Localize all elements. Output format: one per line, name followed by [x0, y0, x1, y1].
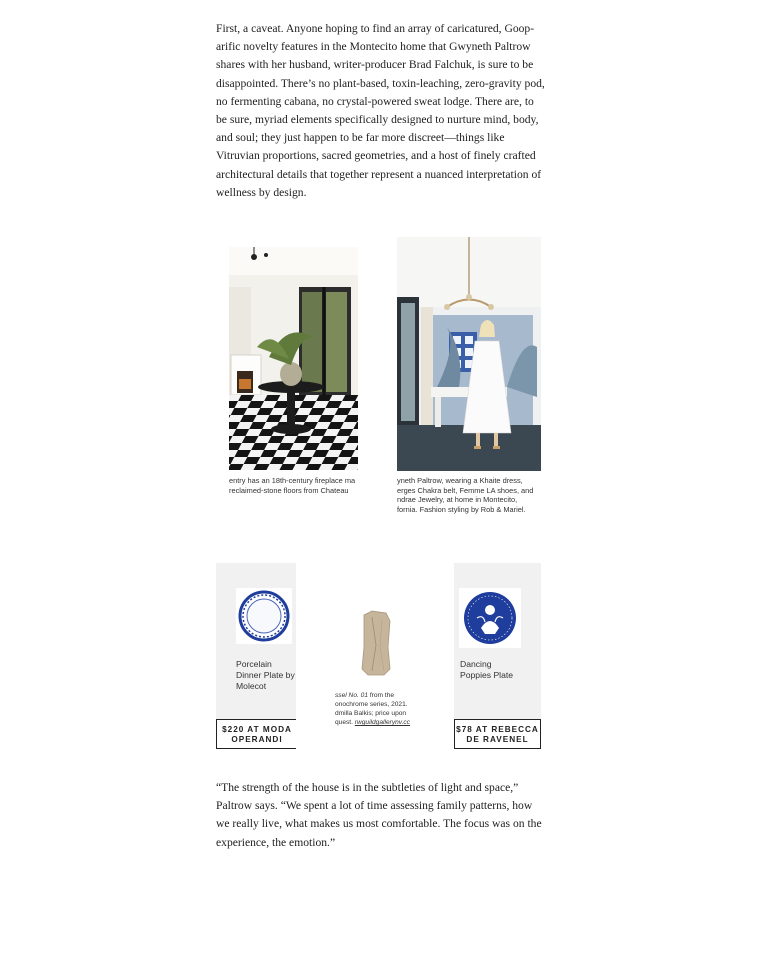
portrait-photo — [397, 237, 541, 471]
caption-line: erges Chakra belt, Femme LA shoes, and — [397, 485, 534, 495]
vase-caption-line — [335, 718, 415, 727]
caption-line: yneth Paltrow, wearing a Khaite dress, — [397, 476, 523, 485]
button-line: $78 AT REBECCA — [456, 725, 539, 734]
intro-paragraph: First, a caveat. Anyone hoping to find an array of caricatured, Goop-arific novelty features in the Montecito home that Gwyneth Paltrow shares with her husband, writer-producer Brad Falchuk, is sure to be disappointed. There’s no plant-based, toxin-leaching, zero-gravity pod, no fermenting cabana, no crystal-powered sweat lodge. There are, to be sure, myriad elements specifically designed to nurture mind, body, and soul; they just happen to be far more discreet—things like Vitruvian proportions, sacred geometries, and a host of finely crafted architectural details that together represent a nuanced interpretation of wellness by design. — [216, 22, 545, 199]
stone-vase-icon — [358, 607, 394, 679]
caption-line: entry has an 18th-century fireplace ma — [229, 476, 356, 485]
entry-photo-image — [229, 247, 358, 470]
product-label — [236, 659, 298, 692]
vase-caption-text: quest. — [335, 719, 355, 726]
buy-button-poppies-plate[interactable] — [454, 719, 541, 749]
vase-image — [358, 607, 394, 684]
vase-caption — [335, 691, 415, 727]
dining-room-portrait-image — [397, 237, 541, 471]
button-line: OPERANDI — [231, 735, 283, 744]
poppies-plate-image — [459, 588, 521, 653]
blue-rim-plate-icon — [236, 588, 292, 644]
product-card-porcelain-plate[interactable] — [216, 563, 298, 749]
product-card-poppies-plate[interactable] — [454, 563, 541, 749]
vase-title: ssel No. 01 — [335, 692, 368, 699]
gallery-link[interactable]: rwguildgallerynv.cc — [354, 719, 411, 726]
vase-caption-line: dmilla Balkis; price upon — [335, 710, 407, 717]
button-line: $220 AT MODA — [222, 725, 292, 734]
portrait-photo-caption — [397, 476, 542, 516]
entry-photo-caption — [229, 476, 359, 496]
product-label-line: Poppies Plate — [460, 670, 514, 680]
quote-paragraph: “The strength of the house is in the subtleties of light and space,” Paltrow says. “We spent a lot of time assessing family patterns, how we really live, what makes us most comfortable. The focus was on the experience, the emotion.” — [216, 781, 542, 849]
product-label-line: Dancing — [460, 659, 492, 669]
product-label-line: Molecot — [236, 681, 267, 691]
entry-photo — [229, 247, 358, 470]
product-card-vase[interactable] — [296, 563, 454, 753]
caption-line: ndrae Jewelry, at home in Montecito, — [397, 495, 518, 504]
poppies-plate-icon — [459, 588, 521, 648]
product-label-line: Dinner Plate by — [236, 670, 295, 680]
caption-line: fornia. Fashion styling by Rob & Mariel. — [397, 504, 526, 514]
product-label-line: Porcelain — [236, 659, 272, 669]
porcelain-plate-image — [236, 588, 292, 649]
vase-caption-line: onochrome series, 2021. — [335, 701, 408, 708]
vase-caption-line — [335, 691, 415, 700]
caption-line: reclaimed-stone floors from Chateau — [229, 485, 349, 495]
product-label — [460, 659, 540, 681]
vase-caption-text: from the — [368, 692, 395, 699]
button-line: DE RAVENEL — [466, 735, 529, 744]
buy-button-porcelain-plate[interactable] — [216, 719, 298, 749]
